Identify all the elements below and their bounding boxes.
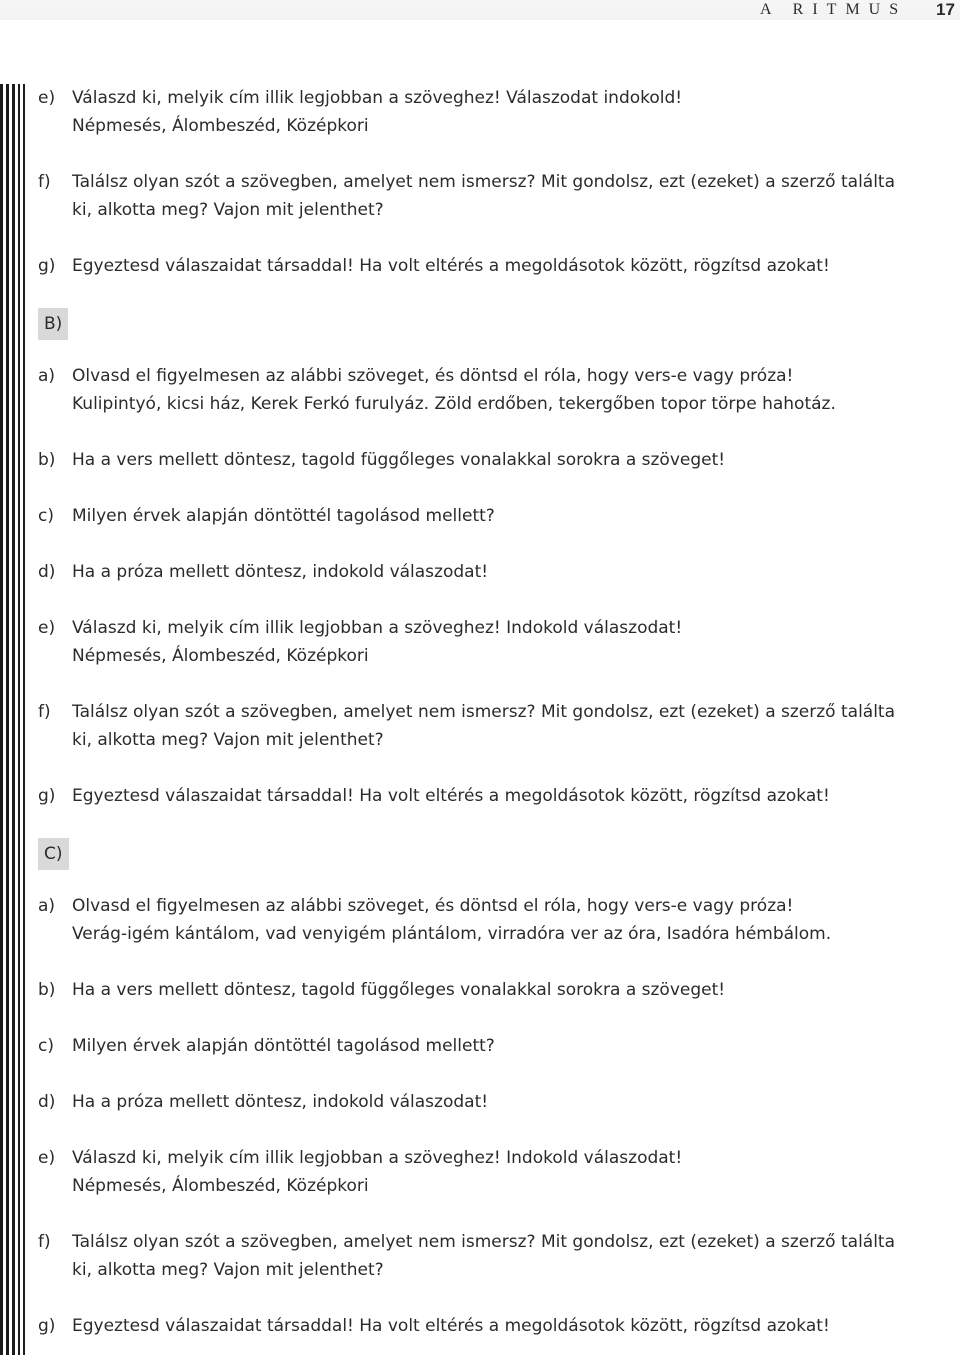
exercise-item (38, 252, 938, 280)
item-label: f) (38, 172, 51, 192)
item-label: d) (38, 1092, 56, 1112)
exercise-item (38, 558, 938, 586)
page-number: 17 (936, 0, 955, 19)
item-text-line: Találsz olyan szót a szövegben, amelyet nem ismersz? Mit gondolsz, ezt (ezeket) a szerző találta (72, 1232, 896, 1252)
section-heading (38, 308, 938, 340)
item-text-line: Egyeztesd válaszaidat társaddal! Ha volt eltérés a megoldásotok között, rögzítsd azokat! (72, 256, 830, 276)
exercise-item (38, 502, 938, 530)
exercise-item (38, 362, 938, 418)
item-text-line: Válaszd ki, melyik cím illik legjobban a szöveghez! Válaszodat indokold! (72, 88, 683, 108)
margin-bar (12, 84, 15, 1355)
item-label: b) (38, 980, 56, 1000)
item-text-line: Verág-igém kántálom, vad venyigém plántálom, virradóra ver az óra, Isadóra hémbálom. (72, 924, 832, 944)
exercise-item (38, 1144, 938, 1200)
section-label: C) (38, 838, 69, 870)
item-label: e) (38, 1148, 56, 1168)
item-text-line: Ha a vers mellett döntesz, tagold függőleges vonalakkal sorokra a szöveget! (72, 980, 726, 1000)
item-text-line: Olvasd el figyelmesen az alábbi szöveget, és döntsd el róla, hogy vers-e vagy próza! (72, 896, 794, 916)
item-label: a) (38, 366, 56, 386)
item-label: e) (38, 618, 56, 638)
item-text-line: Népmesés, Álombeszéd, Középkori (72, 1176, 369, 1196)
item-label: e) (38, 88, 56, 108)
item-text-line: Milyen érvek alapján döntöttél tagolásod mellett? (72, 506, 495, 526)
item-text-line: Válaszd ki, melyik cím illik legjobban a szöveghez! Indokold válaszodat! (72, 1148, 683, 1168)
exercise-item (38, 892, 938, 948)
item-text-line: ki, alkotta meg? Vajon mit jelenthet? (72, 1260, 384, 1280)
item-label: g) (38, 1316, 56, 1336)
exercise-item (38, 1088, 938, 1116)
section-label: B) (38, 308, 68, 340)
margin-decoration (0, 84, 26, 1355)
item-label: g) (38, 256, 56, 276)
item-text-line: Ha a próza mellett döntesz, indokold válaszodat! (72, 1092, 489, 1112)
item-text-line: Kulipintyó, kicsi ház, Kerek Ferkó furulyáz. Zöld erdőben, tekergőben topor törpe hahotáz. (72, 394, 836, 414)
running-head: A RITMUS (760, 1, 908, 18)
margin-bar (0, 84, 3, 1355)
item-text-line: Népmesés, Álombeszéd, Középkori (72, 646, 369, 666)
exercise-item (38, 698, 938, 754)
item-text-line: Egyeztesd válaszaidat társaddal! Ha volt eltérés a megoldásotok között, rögzítsd azokat! (72, 786, 830, 806)
exercise-item (38, 168, 938, 224)
exercise-item (38, 1032, 938, 1060)
exercise-item (38, 782, 938, 810)
item-label: c) (38, 1036, 54, 1056)
item-text-line: Ha a vers mellett döntesz, tagold függőleges vonalakkal sorokra a szöveget! (72, 450, 726, 470)
item-text-line: ki, alkotta meg? Vajon mit jelenthet? (72, 730, 384, 750)
exercise-item (38, 1312, 938, 1340)
item-text-line: Milyen érvek alapján döntöttél tagolásod mellett? (72, 1036, 495, 1056)
item-label: g) (38, 786, 56, 806)
item-text-line: Válaszd ki, melyik cím illik legjobban a szöveghez! Indokold válaszodat! (72, 618, 683, 638)
item-label: c) (38, 506, 54, 526)
item-label: b) (38, 450, 56, 470)
section-heading (38, 838, 938, 870)
exercise-item (38, 446, 938, 474)
item-text-line: Találsz olyan szót a szövegben, amelyet nem ismersz? Mit gondolsz, ezt (ezeket) a szerző találta (72, 702, 896, 722)
margin-bar (18, 84, 20, 1355)
item-text-line: ki, alkotta meg? Vajon mit jelenthet? (72, 200, 384, 220)
exercise-content (38, 84, 938, 1368)
item-label: d) (38, 562, 56, 582)
item-text-line: Ha a próza mellett döntesz, indokold válaszodat! (72, 562, 489, 582)
item-label: a) (38, 896, 56, 916)
item-label: f) (38, 1232, 51, 1252)
margin-bar (23, 84, 25, 1355)
item-text-line: Népmesés, Álombeszéd, Középkori (72, 116, 369, 136)
exercise-item (38, 614, 938, 670)
item-label: f) (38, 702, 51, 722)
exercise-item (38, 1228, 938, 1284)
exercise-item (38, 976, 938, 1004)
item-text-line: Olvasd el figyelmesen az alábbi szöveget, és döntsd el róla, hogy vers-e vagy próza! (72, 366, 794, 386)
exercise-item (38, 84, 938, 140)
margin-bar (6, 84, 9, 1355)
item-text-line: Találsz olyan szót a szövegben, amelyet nem ismersz? Mit gondolsz, ezt (ezeket) a szerző találta (72, 172, 896, 192)
item-text-line: Egyeztesd válaszaidat társaddal! Ha volt eltérés a megoldásotok között, rögzítsd azokat! (72, 1316, 830, 1336)
